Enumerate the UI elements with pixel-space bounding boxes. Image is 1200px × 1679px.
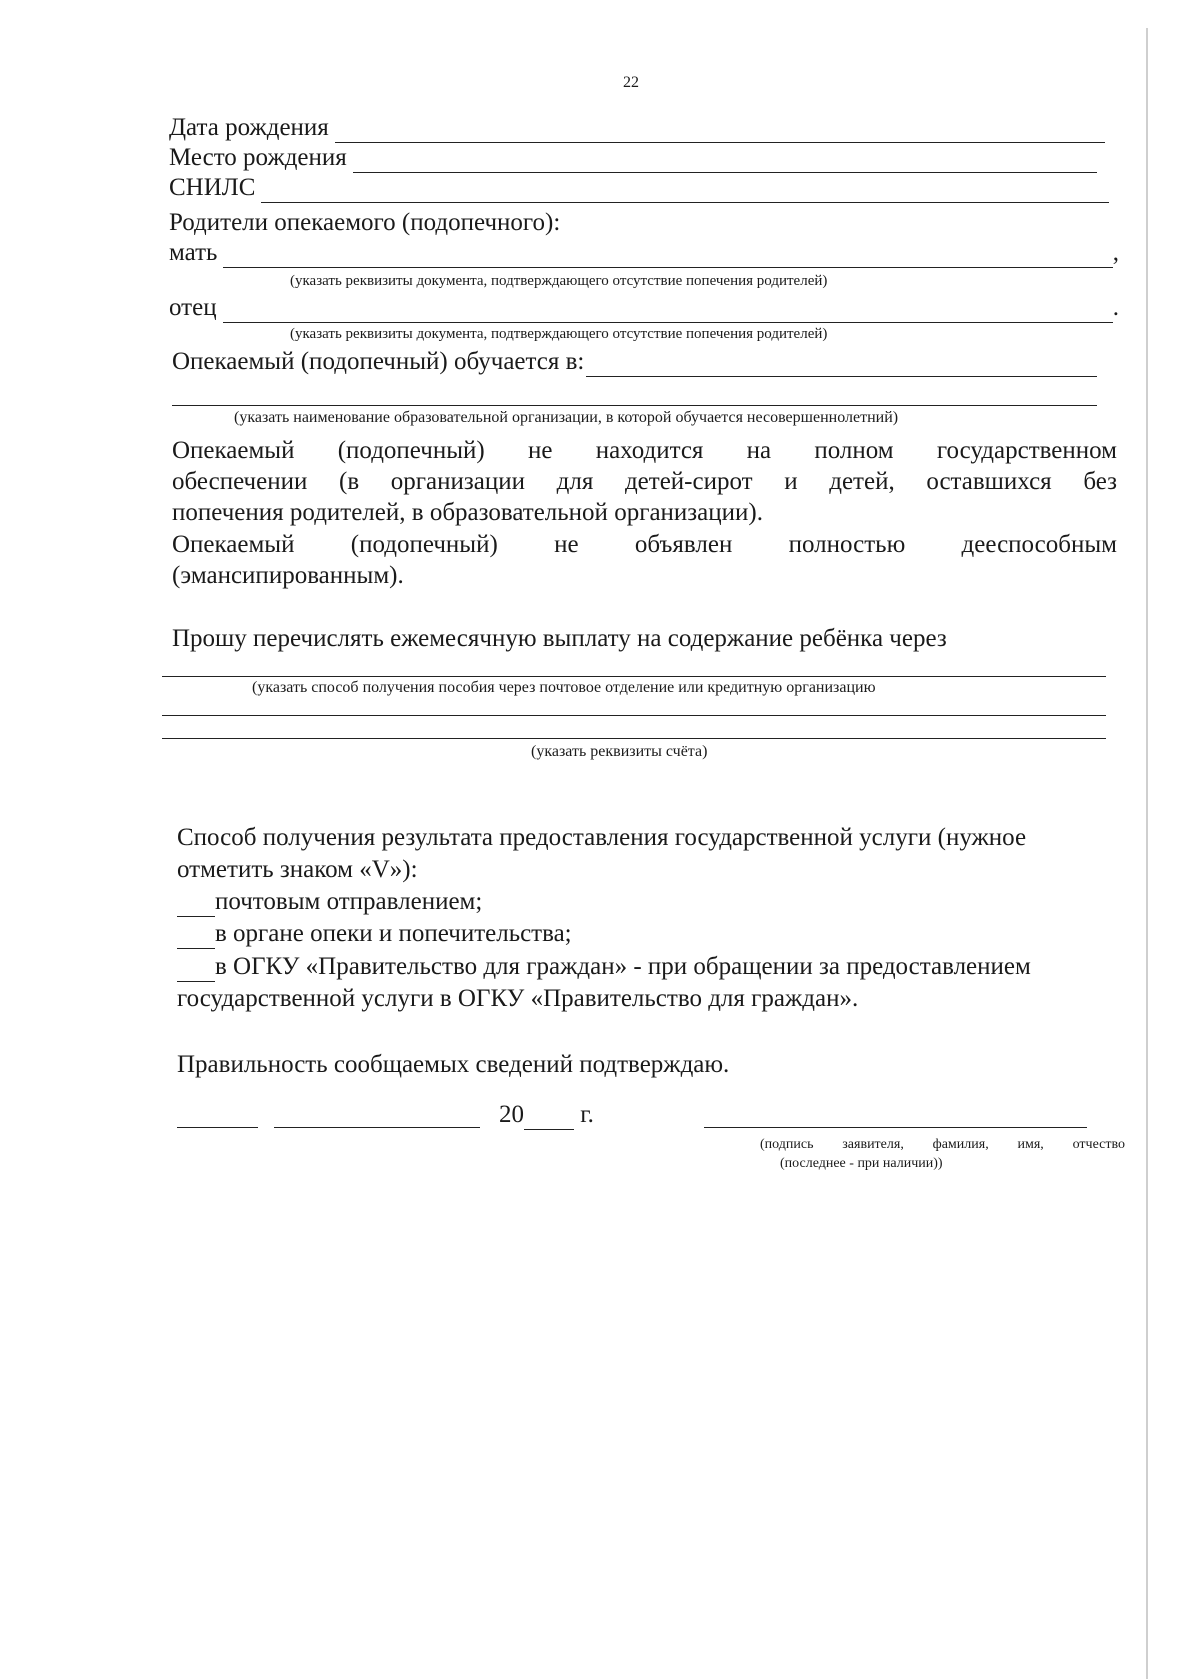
state-support-line1: Опекаемый (подопечный) не находится на полном государственном: [172, 437, 1117, 464]
studies-label: Опекаемый (подопечный) обучается в:: [172, 348, 585, 375]
option-ogku: [177, 952, 1031, 982]
father-row: [169, 293, 1119, 323]
account-details-note: (указать реквизиты счёта): [531, 743, 708, 760]
birth-place-field[interactable]: [353, 150, 1097, 173]
father-label: отец: [169, 294, 217, 321]
mother-end: ,: [1112, 239, 1119, 266]
option-guardianship: [177, 919, 572, 949]
option-ogku-label: в ОГКУ «Правительство для граждан» - при обращении за предоставлением: [215, 953, 1031, 980]
birth-place-label: Место рождения: [169, 144, 347, 171]
date-day-field[interactable]: [177, 1127, 258, 1128]
mother-field[interactable]: [223, 245, 1112, 268]
birth-place-row: [169, 143, 1097, 173]
emancipation-line1: Опекаемый (подопечный) не объявлен полностью дееспособным: [172, 531, 1117, 558]
result-method-heading-line1: Способ получения результата предоставления государственной услуги (нужное: [177, 824, 1027, 851]
studies-field-line2[interactable]: [172, 405, 1097, 406]
father-end: .: [1112, 294, 1119, 321]
option-guardianship-label: в органе опеки и попечительства;: [215, 920, 572, 947]
year-suffix: г.: [580, 1101, 594, 1128]
page-number: 22: [623, 74, 639, 91]
year-prefix: 20: [499, 1101, 524, 1128]
signature-field[interactable]: [704, 1127, 1087, 1128]
emancipation-line2: (эмансипированным).: [172, 562, 404, 589]
signature-note-line2: (последнее - при наличии)): [780, 1156, 943, 1171]
option-post-label: почтовым отправлением;: [215, 888, 483, 915]
snils-field[interactable]: [261, 180, 1109, 203]
confirmation-text: Правильность сообщаемых сведений подтверждаю.: [177, 1051, 730, 1078]
date-month-field[interactable]: [274, 1127, 480, 1128]
result-method-heading-line2: отметить знаком «V»):: [177, 856, 418, 883]
studies-field[interactable]: [586, 354, 1097, 377]
payment-request: Прошу перечислять ежемесячную выплату на содержание ребёнка через: [172, 625, 947, 652]
option-post-checkbox[interactable]: [177, 894, 215, 917]
snils-row: [169, 173, 1109, 203]
parents-heading: Родители опекаемого (подопечного):: [169, 209, 561, 236]
birth-date-field[interactable]: [335, 120, 1105, 143]
birth-date-row: [169, 113, 1105, 143]
state-support-line3: попечения родителей, в образовательной организации).: [172, 499, 763, 526]
mother-row: [169, 238, 1119, 268]
father-field[interactable]: [223, 300, 1113, 323]
payment-method-field[interactable]: [162, 676, 1106, 677]
mother-label: мать: [169, 239, 218, 266]
studies-row: [172, 347, 1097, 377]
date-year: [499, 1100, 594, 1130]
option-ogku-continuation: государственной услуги в ОГКУ «Правительство для граждан».: [177, 985, 859, 1012]
signature-note-line1: (подпись заявителя, фамилия, имя, отчество: [760, 1137, 1125, 1152]
snils-label: СНИЛС: [169, 174, 256, 201]
mother-note: (указать реквизиты документа, подтверждающего отсутствие попечения родителей): [290, 273, 828, 289]
account-details-field[interactable]: [162, 738, 1106, 739]
birth-date-label: Дата рождения: [169, 114, 329, 141]
state-support-line2: обеспечении (в организации для детей-сирот и детей, оставшихся без: [172, 468, 1117, 495]
father-note: (указать реквизиты документа, подтверждающего отсутствие попечения родителей): [290, 326, 828, 342]
option-ogku-checkbox[interactable]: [177, 959, 215, 982]
payment-method-field-line2[interactable]: [162, 715, 1106, 716]
studies-note: (указать наименование образовательной организации, в которой обучается несовершеннолетний): [234, 409, 899, 426]
payment-method-note: (указать способ получения пособия через почтовое отделение или кредитную организацию: [252, 679, 876, 696]
year-field[interactable]: [524, 1107, 574, 1130]
page-edge: [1146, 28, 1148, 1679]
option-post: [177, 887, 482, 917]
option-guardianship-checkbox[interactable]: [177, 926, 215, 949]
